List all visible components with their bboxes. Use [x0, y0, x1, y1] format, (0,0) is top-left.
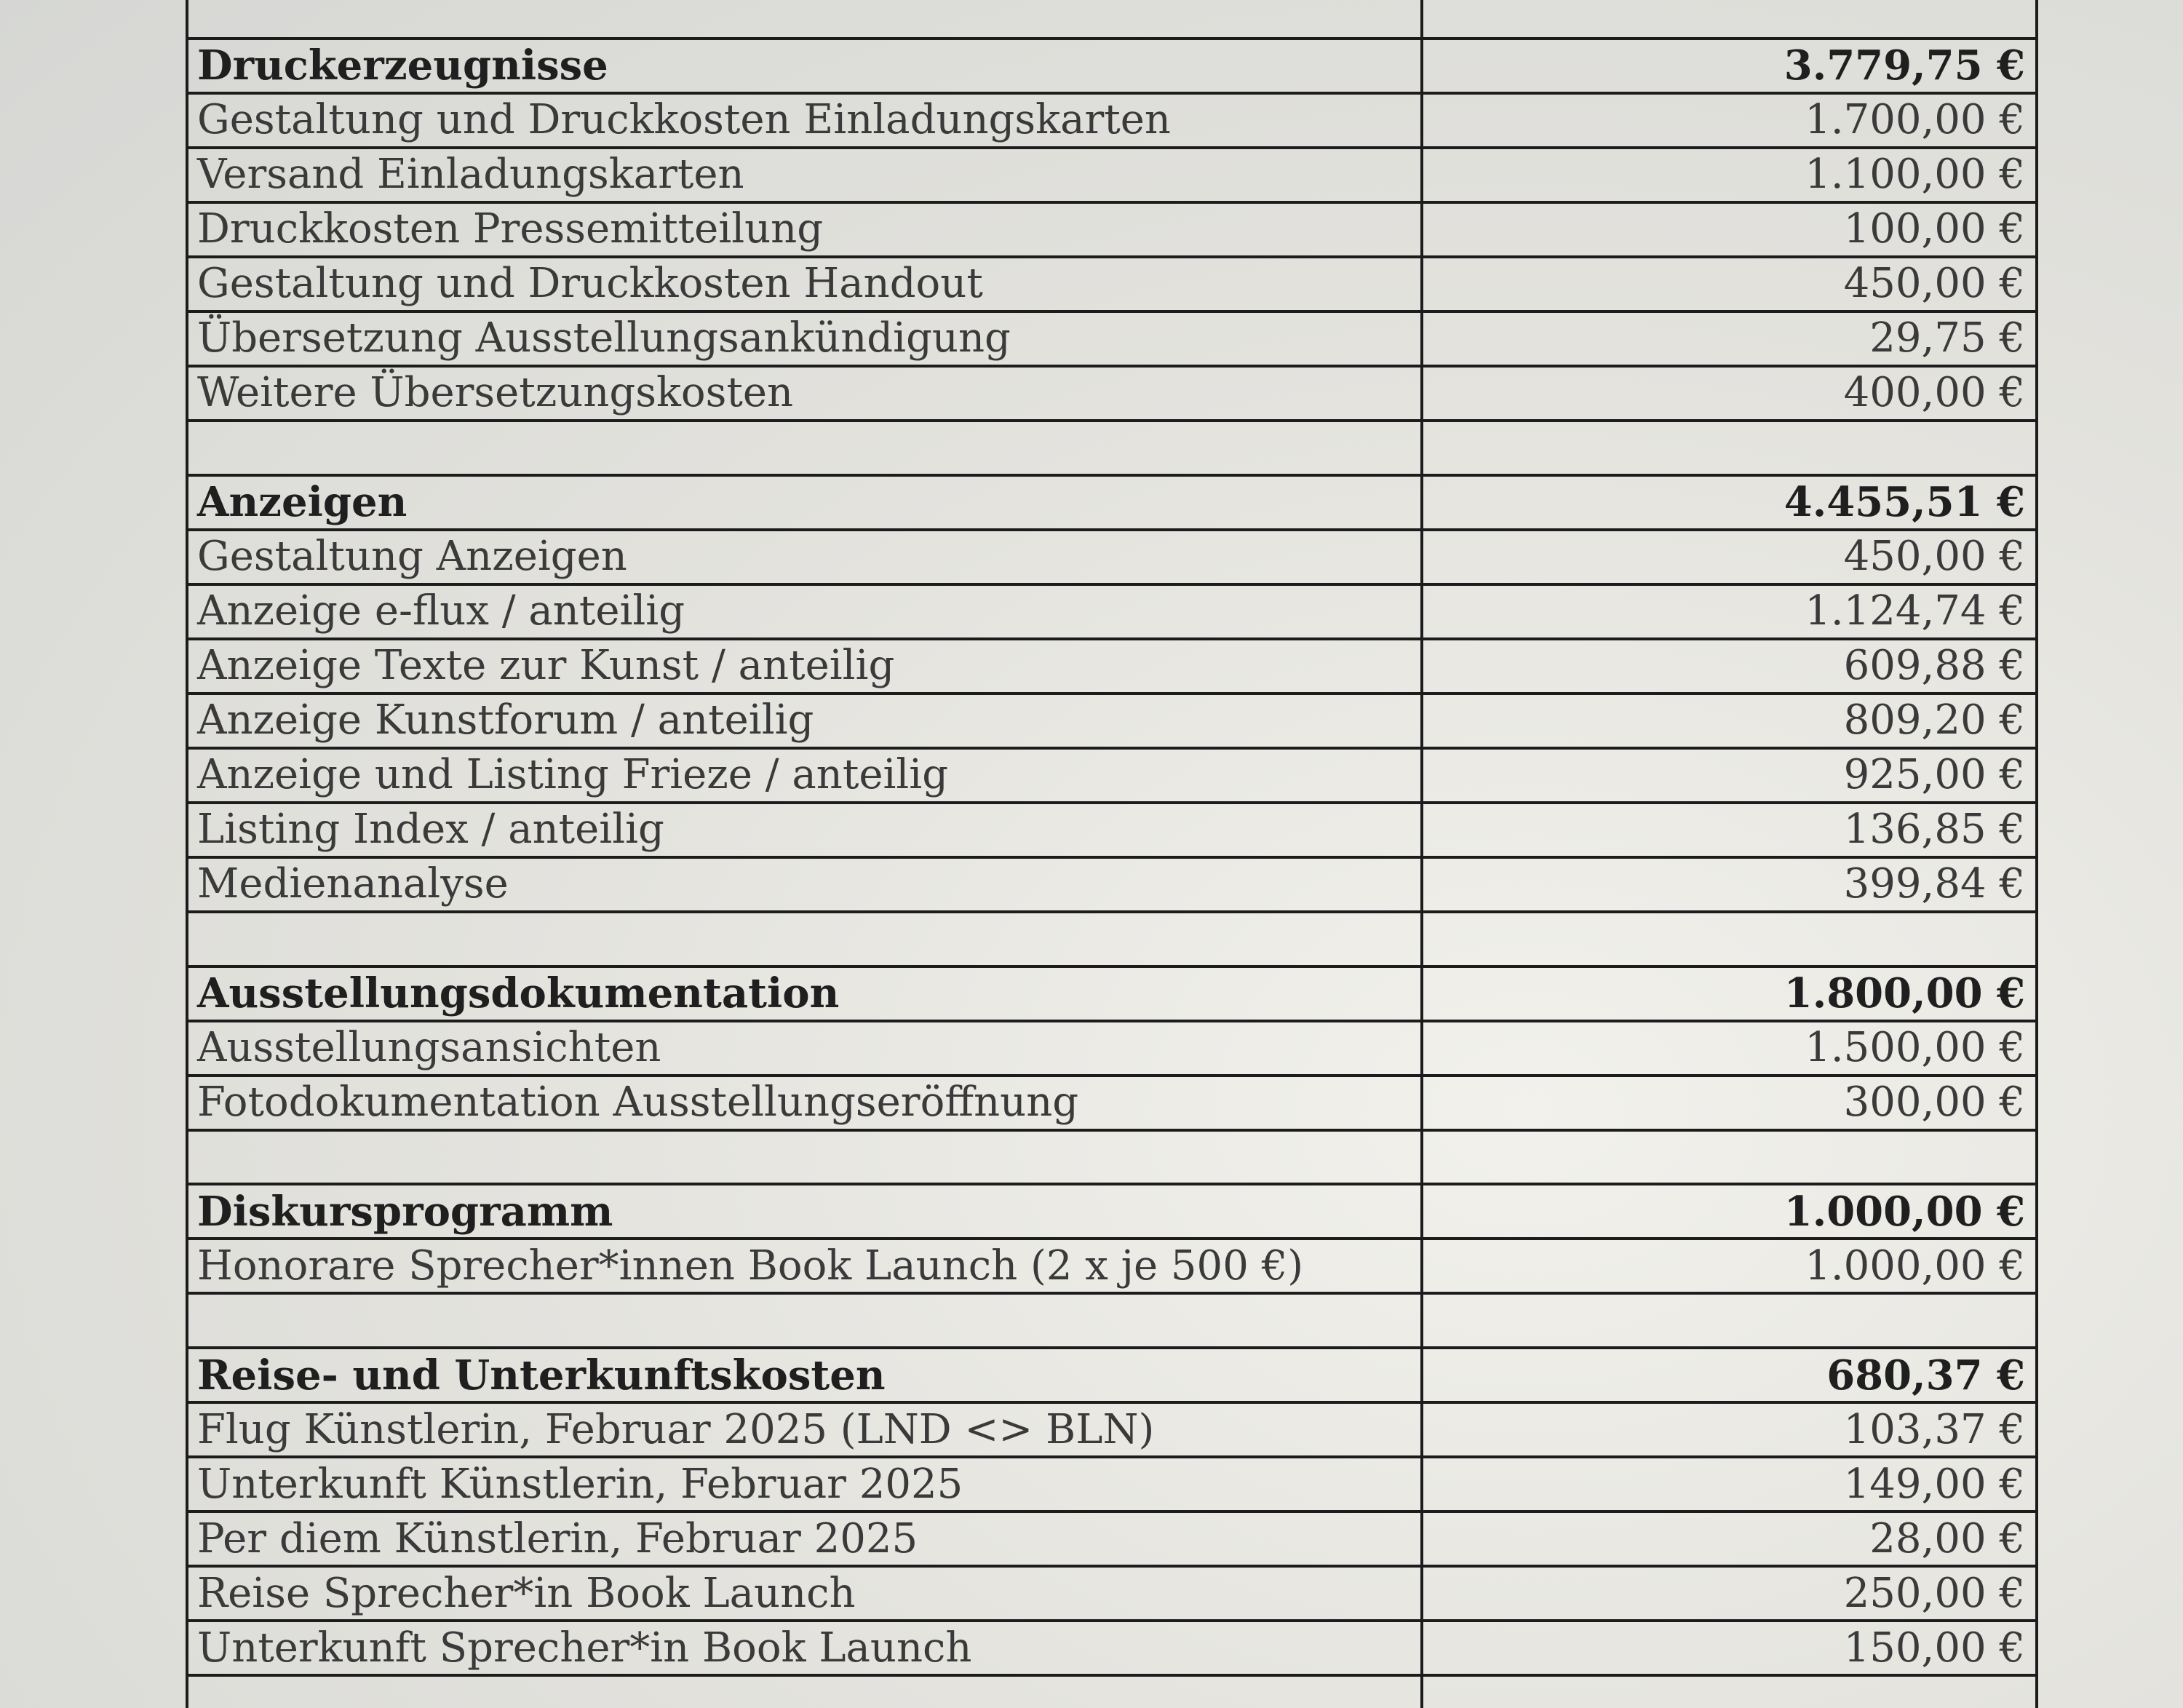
- table-row: [187, 1566, 2037, 1621]
- spacer-row: [187, 1130, 2037, 1185]
- table-row: [187, 857, 2037, 912]
- table-row: [187, 1512, 2037, 1566]
- empty-cell: [1422, 421, 2037, 475]
- empty-cell: [1422, 1130, 2037, 1185]
- item-amount: 1.124,74 €: [1422, 584, 2037, 639]
- item-label: Anzeige e-flux / anteilig: [187, 584, 1422, 639]
- empty-cell: [1422, 0, 2037, 39]
- item-label: Anzeige Texte zur Kunst / anteilig: [187, 639, 1422, 694]
- empty-cell: [1422, 1675, 2037, 1708]
- item-label: Druckkosten Pressemitteilung: [187, 202, 1422, 257]
- empty-cell: [1422, 912, 2037, 966]
- item-amount: 1.700,00 €: [1422, 93, 2037, 148]
- item-amount: 399,84 €: [1422, 857, 2037, 912]
- item-label: Unterkunft Künstlerin, Februar 2025: [187, 1457, 1422, 1512]
- item-label: Anzeige Kunstforum / anteilig: [187, 694, 1422, 748]
- section-total: 680,37 €: [1422, 1348, 2037, 1402]
- budget-table: [186, 0, 2038, 1708]
- section-heading-druckerzeugnisse: [187, 39, 2037, 93]
- section-heading-reise-und-unterkunftskosten: [187, 1348, 2037, 1402]
- item-amount: 1.000,00 €: [1422, 1239, 2037, 1293]
- item-amount: 450,00 €: [1422, 530, 2037, 584]
- table-row: [187, 1239, 2037, 1293]
- item-label: Gestaltung Anzeigen: [187, 530, 1422, 584]
- empty-cell: [1422, 1293, 2037, 1348]
- item-amount: 250,00 €: [1422, 1566, 2037, 1621]
- item-amount: 28,00 €: [1422, 1512, 2037, 1566]
- item-label: Ausstellungsansichten: [187, 1021, 1422, 1076]
- spacer-row: [187, 0, 2037, 39]
- table-row: [187, 257, 2037, 311]
- item-amount: 1.100,00 €: [1422, 148, 2037, 202]
- table-row: [187, 639, 2037, 694]
- item-label: Listing Index / anteilig: [187, 803, 1422, 857]
- empty-cell: [187, 1130, 1422, 1185]
- section-heading-ausstellungsdokumentation: [187, 966, 2037, 1021]
- empty-cell: [187, 912, 1422, 966]
- item-label: Medienanalyse: [187, 857, 1422, 912]
- empty-cell: [187, 0, 1422, 39]
- item-label: Versand Einladungskarten: [187, 148, 1422, 202]
- empty-cell: [187, 1293, 1422, 1348]
- section-total: 4.455,51 €: [1422, 475, 2037, 530]
- item-label: Unterkunft Sprecher*in Book Launch: [187, 1621, 1422, 1675]
- section-title: Druckerzeugnisse: [187, 39, 1422, 93]
- item-amount: 1.500,00 €: [1422, 1021, 2037, 1076]
- table-row: [187, 1402, 2037, 1457]
- item-amount: 809,20 €: [1422, 694, 2037, 748]
- table-row: [187, 1621, 2037, 1675]
- table-row: [187, 584, 2037, 639]
- item-amount: 29,75 €: [1422, 311, 2037, 366]
- item-label: Honorare Sprecher*innen Book Launch (2 x je 500 €): [187, 1239, 1422, 1293]
- spacer-row: [187, 1675, 2037, 1708]
- table-row: [187, 1021, 2037, 1076]
- item-label: Gestaltung und Druckkosten Handout: [187, 257, 1422, 311]
- item-amount: 103,37 €: [1422, 1402, 2037, 1457]
- table-row: [187, 311, 2037, 366]
- item-amount: 400,00 €: [1422, 366, 2037, 421]
- section-total: 1.800,00 €: [1422, 966, 2037, 1021]
- section-title: Reise- und Unterkunftskosten: [187, 1348, 1422, 1402]
- table-row: [187, 748, 2037, 803]
- item-label: Übersetzung Ausstellungsankündigung: [187, 311, 1422, 366]
- item-label: Flug Künstlerin, Februar 2025 (LND <> BLN): [187, 1402, 1422, 1457]
- item-amount: 100,00 €: [1422, 202, 2037, 257]
- table-row: [187, 202, 2037, 257]
- item-label: Weitere Übersetzungskosten: [187, 366, 1422, 421]
- section-title: Ausstellungsdokumentation: [187, 966, 1422, 1021]
- empty-cell: [187, 421, 1422, 475]
- item-label: Reise Sprecher*in Book Launch: [187, 1566, 1422, 1621]
- section-heading-anzeigen: [187, 475, 2037, 530]
- item-label: Fotodokumentation Ausstellungseröffnung: [187, 1076, 1422, 1130]
- table-row: [187, 148, 2037, 202]
- item-amount: 150,00 €: [1422, 1621, 2037, 1675]
- item-amount: 609,88 €: [1422, 639, 2037, 694]
- spacer-row: [187, 1293, 2037, 1348]
- section-title: Diskursprogramm: [187, 1184, 1422, 1239]
- table-row: [187, 366, 2037, 421]
- item-label: Anzeige und Listing Frieze / anteilig: [187, 748, 1422, 803]
- empty-cell: [187, 1675, 1422, 1708]
- item-label: Gestaltung und Druckkosten Einladungskarten: [187, 93, 1422, 148]
- item-label: Per diem Künstlerin, Februar 2025: [187, 1512, 1422, 1566]
- item-amount: 136,85 €: [1422, 803, 2037, 857]
- table-row: [187, 1457, 2037, 1512]
- section-heading-diskursprogramm: [187, 1184, 2037, 1239]
- table-row: [187, 1076, 2037, 1130]
- spacer-row: [187, 912, 2037, 966]
- item-amount: 300,00 €: [1422, 1076, 2037, 1130]
- table-row: [187, 530, 2037, 584]
- table-row: [187, 803, 2037, 857]
- table-row: [187, 694, 2037, 748]
- table-row: [187, 93, 2037, 148]
- item-amount: 450,00 €: [1422, 257, 2037, 311]
- section-total: 3.779,75 €: [1422, 39, 2037, 93]
- section-total: 1.000,00 €: [1422, 1184, 2037, 1239]
- item-amount: 925,00 €: [1422, 748, 2037, 803]
- spacer-row: [187, 421, 2037, 475]
- item-amount: 149,00 €: [1422, 1457, 2037, 1512]
- section-title: Anzeigen: [187, 475, 1422, 530]
